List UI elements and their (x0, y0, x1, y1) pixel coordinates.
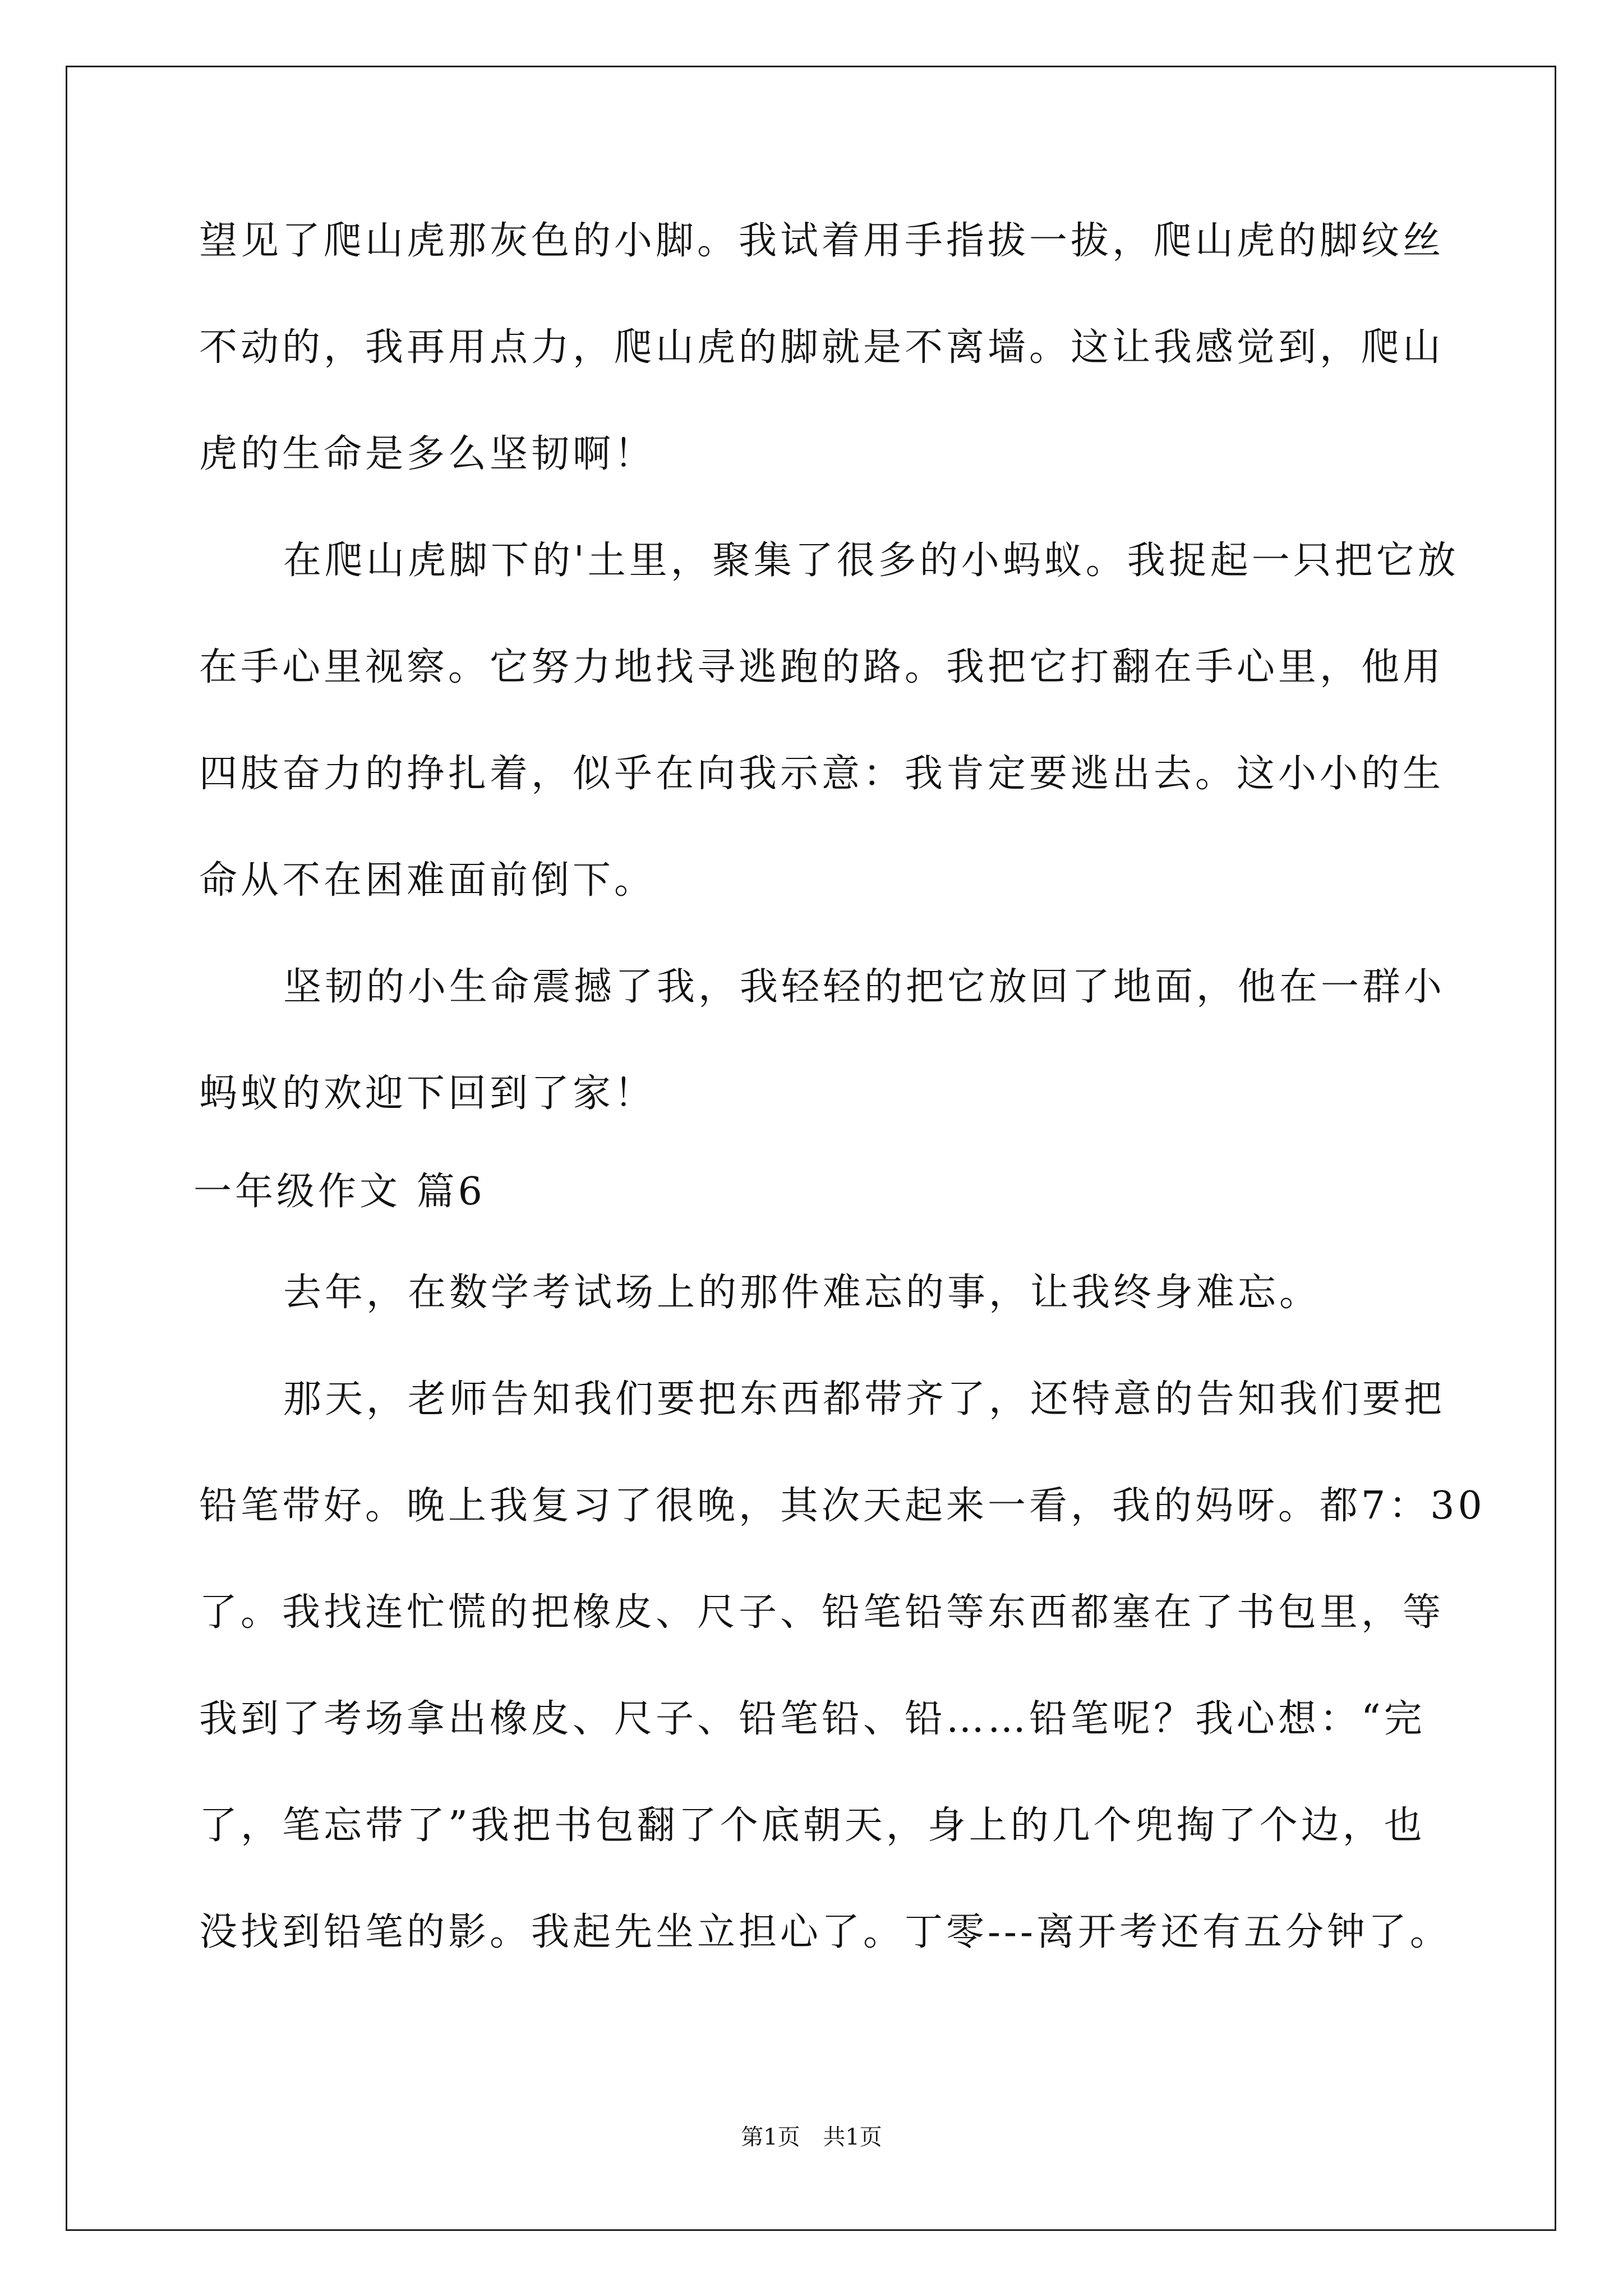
text-line: 在爬山虎脚下的'土里，聚集了很多的小蚂蚁。我捉起一只把它放 (283, 539, 1459, 583)
text-line: 命从不在困难面前倒下。 (199, 858, 656, 903)
text-line: 在手心里视察。它努力地找寻逃跑的路。我把它打翻在手心里，他用 (199, 645, 1445, 689)
page-number: 第1页 (741, 2124, 800, 2150)
text-line: 那天，老师告知我们要把东西都带齐了，还特意的告知我们要把 (283, 1377, 1446, 1421)
section-heading: 一年级作文 篇6 (193, 1170, 486, 1214)
text-line: 了。我找连忙慌的把橡皮、尺子、铅笔铅等东西都塞在了书包里，等 (199, 1590, 1445, 1635)
text-line: 坚韧的小生命震撼了我，我轻轻的把它放回了地面，他在一群小 (283, 965, 1446, 1009)
page-footer (0, 2120, 1623, 2154)
text-line: 铅笔带好。晚上我复习了很晚，其次天起来一看，我的妈呀。都7：30 (199, 1484, 1486, 1528)
page-total: 共1页 (823, 2124, 882, 2150)
text-line: 望见了爬山虎那灰色的小脚。我试着用手指拔一拔，爬山虎的脚纹丝 (199, 219, 1445, 263)
text-line: 不动的，我再用点力，爬山虎的脚就是不离墙。这让我感觉到，爬山 (199, 325, 1445, 370)
text-line: 我到了考场拿出橡皮、尺子、铅笔铅、铅……铅笔呢？我心想：“完 (199, 1697, 1426, 1741)
text-line: 没找到铅笔的影。我起先坐立担心了。丁零---离开考还有五分钟了。 (199, 1910, 1451, 1954)
text-line: 虎的生命是多么坚韧啊！ (199, 432, 656, 476)
text-line: 去年，在数学考试场上的那件难忘的事，让我终身难忘。 (283, 1271, 1321, 1315)
text-line: 了，笔忘带了”我把书包翻了个底朝天，身上的几个兜掏了个边，也 (199, 1803, 1426, 1848)
text-line: 蚂蚁的欢迎下回到了家！ (199, 1071, 656, 1116)
text-line: 四肢奋力的挣扎着，似乎在向我示意：我肯定要逃出去。这小小的生 (199, 752, 1445, 796)
